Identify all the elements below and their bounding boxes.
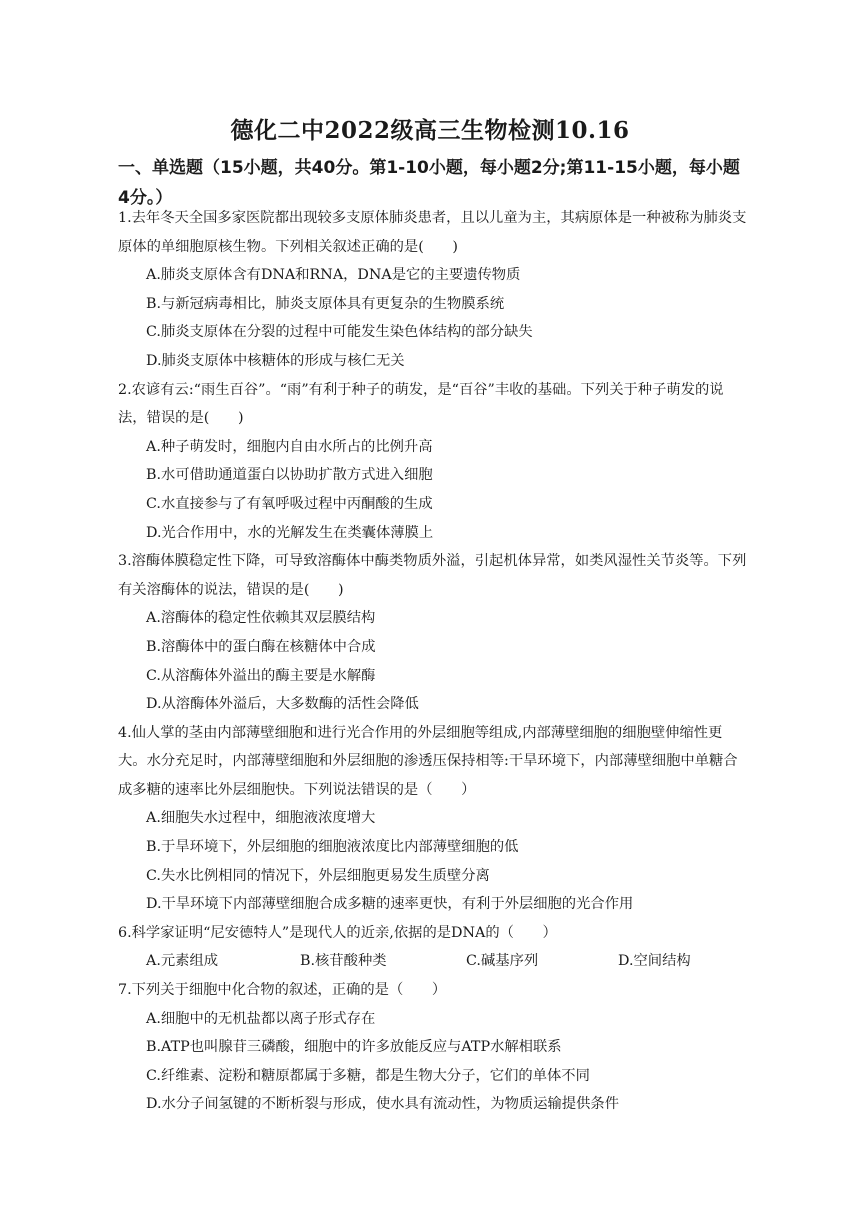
- question-stem: 4.仙人掌的茎由内部薄壁细胞和进行光合作用的外层细胞等组成,内部薄壁细胞的细胞壁伸缩性更大。水分充足时，内部薄壁细胞和外层细胞的渗透压保持相等:干旱环境下，内部薄壁细胞中单糖合成多糖的速率比外层细胞快。下列说法错误的是（ ）: [118, 724, 738, 798]
- option-b: B.核苷酸种类: [300, 953, 387, 970]
- option-d: D.肺炎支原体中核糖体的形成与核仁无关: [146, 352, 405, 369]
- question-1: [118, 204, 748, 376]
- option-c: C.碱基序列: [466, 953, 539, 970]
- question-4: [118, 719, 748, 919]
- section-heading: 一、单选题（15小题，共40分。第1-10小题，每小题2分;第11-15小题，每小题4分。）: [118, 158, 740, 208]
- question-stem: 2.农谚有云:“雨生百谷”。“雨”有利于种子的萌发，是“百谷”丰收的基础。下列关于种子萌发的说法，错误的是( ): [118, 381, 724, 427]
- question-2: [118, 376, 748, 548]
- option-c: C.从溶酶体外溢出的酶主要是水解酶: [146, 667, 376, 684]
- option-b: B.溶酶体中的蛋白酶在核糖体中合成: [146, 638, 376, 655]
- option-d: D.光合作用中，水的光解发生在类囊体薄膜上: [146, 524, 434, 541]
- option-c: C.肺炎支原体在分裂的过程中可能发生染色体结构的部分缺失: [146, 324, 533, 341]
- option-d: D.水分子间氢键的不断析裂与形成，使水具有流动性，为物质运输提供条件: [146, 1096, 619, 1113]
- option-b: B.与新冠病毒相比，肺炎支原体具有更复杂的生物膜系统: [146, 295, 505, 312]
- option-a: A.细胞中的无机盐都以离子形式存在: [146, 1010, 376, 1027]
- option-d: D.从溶酶体外溢后，大多数酶的活性会降低: [146, 696, 419, 713]
- option-d: D.空间结构: [618, 953, 691, 970]
- option-a: A.细胞失水过程中，细胞液浓度增大: [146, 810, 376, 827]
- option-c: C.水直接参与了有氧呼吸过程中丙酮酸的生成: [146, 495, 433, 512]
- options-row: [118, 947, 748, 976]
- option-a: A.种子萌发时，细胞内自由水所占的比例升高: [146, 438, 433, 455]
- question-6: [118, 919, 748, 976]
- page-title: 德化二中2022级高三生物检测10.16: [230, 117, 630, 144]
- option-a: A.元素组成: [146, 953, 219, 970]
- question-stem: 1.去年冬天全国多家医院都出现较多支原体肺炎患者，且以儿童为主，其病原体是一种被称为肺炎支原体的单细胞原核生物。下列相关叙述正确的是( ): [118, 210, 747, 255]
- question-stem: 3.溶酶体膜稳定性下降，可导致溶酶体中酶类物质外溢，引起机体异常，如类风湿性关节炎等。下列有关溶酶体的说法，错误的是( ): [118, 553, 747, 598]
- question-3: [118, 547, 748, 719]
- question-stem: 6.科学家证明“尼安德特人”是现代人的近亲,依据的是DNA的（ ）: [118, 924, 557, 941]
- option-c: C.纤维素、淀粉和糖原都属于多糖，都是生物大分子，它们的单体不同: [146, 1067, 590, 1084]
- option-d: D.干旱环境下内部薄壁细胞合成多糖的速率更快，有利于外层细胞的光合作用: [146, 896, 634, 913]
- question-7: [118, 976, 748, 1119]
- question-list: [118, 204, 748, 1119]
- option-c: C.失水比例相同的情况下，外层细胞更易发生质壁分离: [146, 867, 490, 884]
- option-a: A.溶酶体的稳定性依赖其双层膜结构: [146, 610, 376, 627]
- option-a: A.肺炎支原体含有DNA和RNA，DNA是它的主要遗传物质: [146, 267, 521, 284]
- option-b: B.ATP也叫腺苷三磷酸，细胞中的许多放能反应与ATP水解相联系: [146, 1039, 562, 1056]
- question-stem: 7.下列关于细胞中化合物的叙述，正确的是（ ）: [118, 982, 447, 999]
- option-b: B.于旱环境下，外层细胞的细胞液浓度比内部薄壁细胞的低: [146, 839, 519, 856]
- option-b: B.水可借助通道蛋白以协助扩散方式进入细胞: [146, 467, 433, 484]
